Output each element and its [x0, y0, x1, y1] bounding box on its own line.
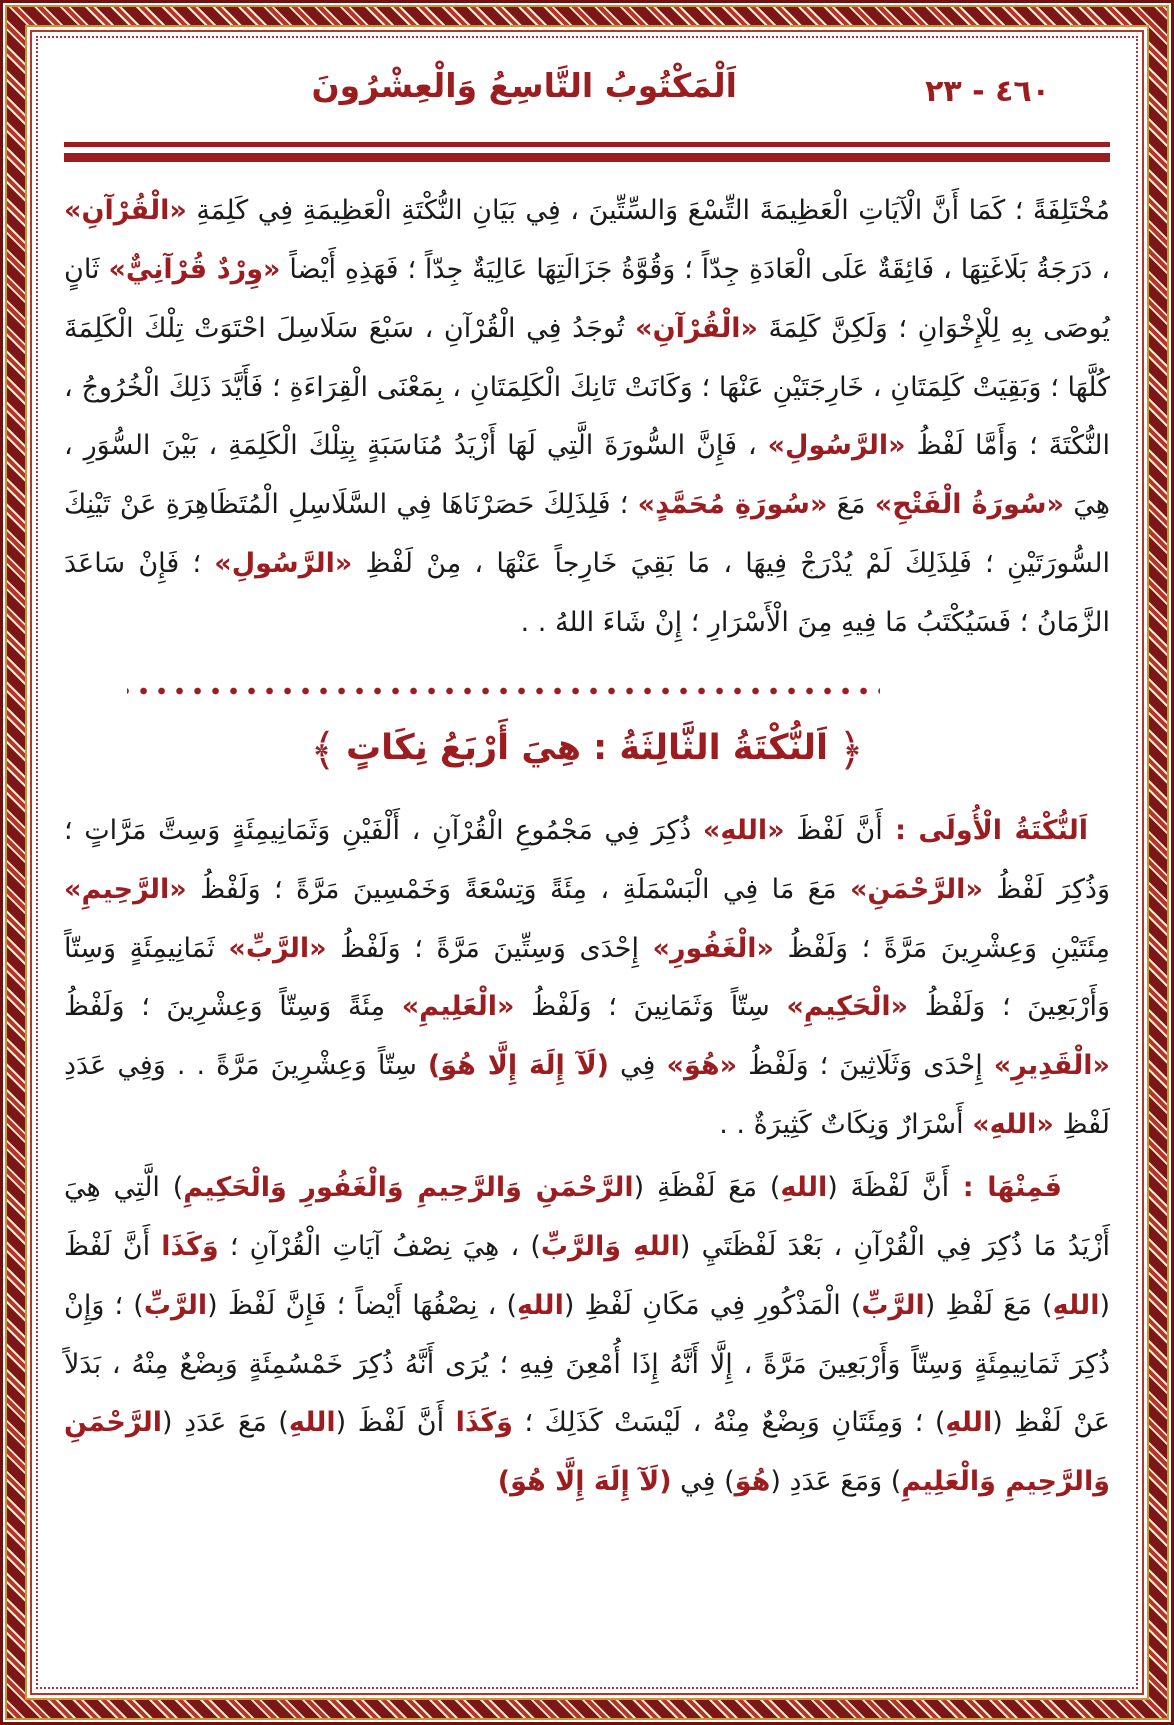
- border-red-line: [30, 30, 1144, 1695]
- page-number: ٤٦٠ - ٢٣: [925, 74, 1050, 109]
- page-content: [36, 36, 1138, 1689]
- paragraph-first-point: اَلنُّكْتَةُ الْأُولَى : أَنَّ لَفْظَ «اللهِ» ذُكِرَ فِي مَجْمُوعِ الْقُرْآنِ ، أَلْفَيْنِ وَثَمَانِيمِئَةٍ وَسِتَّ مَرَّاتٍ ؛ وَذُكِرَ لَفْظُ «الرَّحْمَنِ» مَعَ مَا فِي الْبَسْمَلَةِ ، مِئَةً وَتِسْعَةً وَخَمْسِينَ مَرَّةً ؛ وَلَفْظُ «الرَّحِيمِ» مِئَتَيْنِ وَعِشْرِينَ مَرَّةً ؛ وَلَفْظُ «الْغَفُورِ» إِحْدَى وَسِتِّينَ مَرَّةً ؛ وَلَفْظُ «الرَّبِّ» ثَمَانِيمِئَةٍ وَسِتّاً وَأَرْبَعِينَ ؛ وَلَفْظُ «الْحَكِيمِ» سِتّاً وَثَمَانِينَ ؛ وَلَفْظُ «الْعَلِيمِ» مِئَةً وَسِتّاً وَعِشْرِينَ ؛ وَلَفْظُ «الْقَدِيرِ» إِحْدَى وَثَلَاثِينَ ؛ وَلَفْظُ «هُوَ» فِي (لَآ إِلَهَ إِلَّا هُوَ) سِتّاً وَعِشْرِينَ مَرَّةً . . وَفِي عَدَدِ لَفْظِ «اللهِ» أَسْرَارٌ وَنِكَاتٌ كَثِيرَةٌ . .: [64, 814, 1111, 1141]
- header-rule: [64, 142, 1110, 162]
- section-heading-text: اَلنُّكْتَةُ الثَّالِثَةُ : هِيَ أَرْبَعُ نِكَاتٍ: [345, 727, 829, 768]
- border-braid-band: [5, 5, 1169, 1720]
- page-header: [64, 66, 1110, 132]
- floral-bracket-right-icon: ﴿: [838, 724, 864, 776]
- border-gold-line: [25, 25, 1149, 1700]
- floral-bracket-left-icon: ﴾: [310, 724, 336, 776]
- paragraph-details: فَمِنْهَا : أَنَّ لَفْظَةَ (اللهِ) مَعَ لَفْظَةِ (الرَّحْمَنِ وَالرَّحِيمِ وَالْغَفُورِ وَالْحَكِيمِ) الَّتِي هِيَ أَزْيَدُ مَا ذُكِرَ فِي الْقُرْآنِ ، بَعْدَ لَفْظَتَيِ (اللهِ وَالرَّبِّ) ، هِيَ نِصْفُ آيَاتِ الْقُرْآنِ ؛ وَكَذَا أَنَّ لَفْظَ (اللهِ) مَعَ لَفْظِ (الرَّبِّ) الْمَذْكُورِ فِي مَكَانِ لَفْظِ (اللهِ) ، نِصْفُهَا أَيْضاً ؛ فَإِنَّ لَفْظَ (الرَّبِّ) ؛ وَإِنْ ذُكِرَ ثَمَانِيمِئَةٍ وَسِتّاً وَأَرْبَعِينَ مَرَّةً ، إِلَّا أَنَّهُ إِذَا أُمْعِنَ فِيهِ ؛ يُرَى أَنَّهُ ذُكِرَ خَمْسُمِئَةٍ وَبِضْعٌ مِنْهُ ، بَدَلاً عَنْ لَفْظِ (اللهِ) ؛ وَمِئَتَانِ وَبِضْعٌ مِنْهُ ، لَيْسَتْ كَذَلِكَ ؛ وَكَذَا أَنَّ لَفْظَ (اللهِ) مَعَ عَدَدِ (الرَّحْمَنِ وَالرَّحِيمِ وَالْعَلِيمِ) وَمَعَ عَدَدِ (هُوَ) فِي (لَآ إِلَهَ إِلَّا هُوَ): [64, 1172, 1110, 1498]
- section-heading: [64, 725, 1110, 776]
- paragraph-intro: مُخْتَلِفَةً ؛ كَمَا أَنَّ الْآيَاتِ الْعَظِيمَةَ التِّسْعَ وَالسِّتِّينَ ، فِي بَيَانِ النُّكْتَةِ الْعَظِيمَةِ فِي كَلِمَةِ «الْقُرْآنِ» ، دَرَجَةُ بَلَاغَتِهَا ، فَائِقَةٌ عَلَى الْعَادَةِ جِدّاً ؛ وَقُوَّةُ جَزَالَتِهَا عَالِيَةٌ جِدّاً ؛ فَهَذِهِ أَيْضاً «وِرْدٌ قُرْآنِيٌّ» ثَانٍ يُوصَى بِهِ لِلْإِخْوَانِ ؛ وَلَكِنَّ كَلِمَةَ «الْقُرْآنِ» تُوجَدُ فِي الْقُرْآنِ ، سَبْعَ سَلَاسِلَ احْتَوَتْ تِلْكَ الْكَلِمَةَ كُلَّهَا ؛ وَبَقِيَتْ كَلِمَتَانِ ، خَارِجَتَيْنِ عَنْهَا ؛ وَكَانَتْ تَانِكَ الْكَلِمَتَانِ ، بِمَعْنَى الْقِرَاءَةِ ؛ فَأَيَّدَ ذَلِكَ الْخُرُوجُ ، النُّكْتَةَ ؛ وَأَمَّا لَفْظُ «الرَّسُولِ» ، فَإِنَّ السُّورَةَ الَّتِي لَهَا أَزْيَدُ مُنَاسَبَةٍ بِتِلْكَ الْكَلِمَةِ ، بَيْنَ السُّوَرِ ، هِيَ «سُورَةُ الْفَتْحِ» مَعَ «سُورَةِ مُحَمَّدٍ» ؛ فَلِذَلِكَ حَصَرْنَاهَا فِي السَّلَاسِلِ الْمُتَظَاهِرَةِ عَنْ تَيْنِكَ السُّورَتَيْنِ ؛ فَلِذَلِكَ لَمْ يُدْرَجْ فِيهَا ، مَا بَقِيَ خَارِجاً عَنْهَا ، مِنْ لَفْظِ «الرَّسُولِ» ؛ فَإِنْ سَاعَدَ الزَّمَانُ ؛ فَسَيُكْتَبُ مَا فِيهِ مِنَ الْأَسْرَارِ ؛ إِنْ شَاءَ اللهُ . .: [64, 195, 1111, 639]
- dotted-separator: [127, 687, 880, 695]
- page-title: اَلْمَكْتُوبُ التَّاسِعُ وَالْعِشْرُونَ: [311, 66, 737, 105]
